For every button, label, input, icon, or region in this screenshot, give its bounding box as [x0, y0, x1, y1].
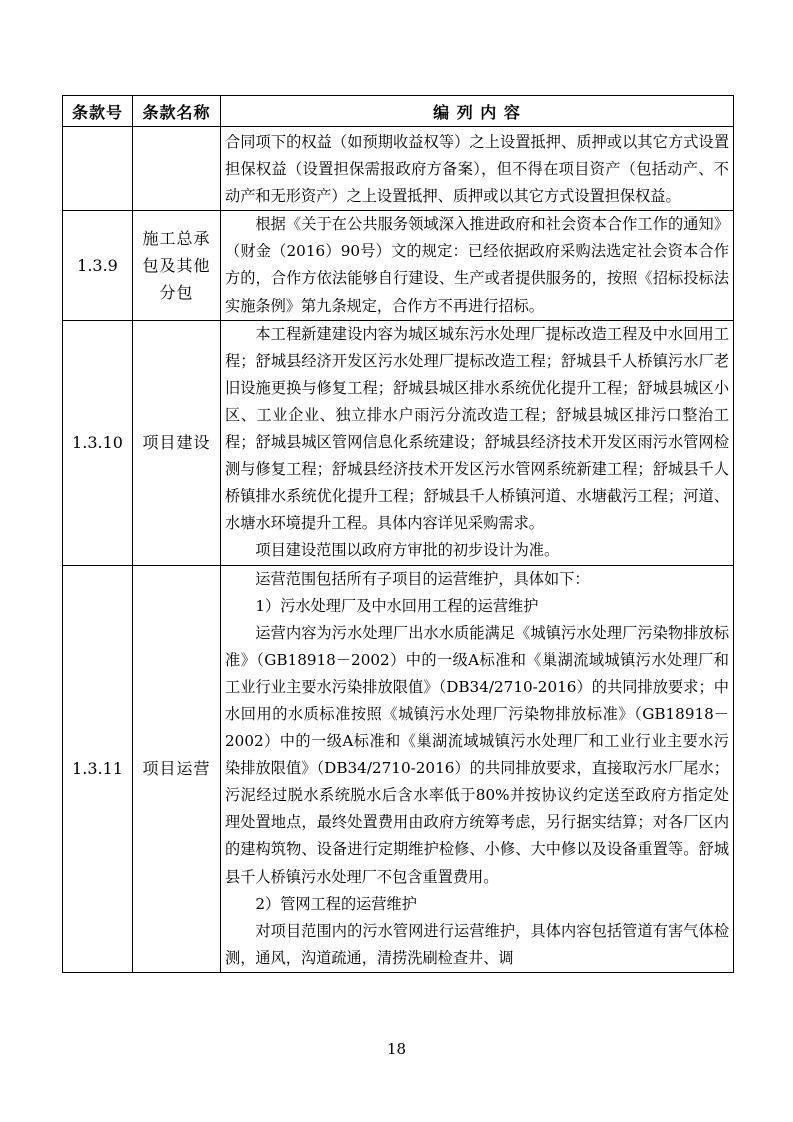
clause-name: 施工总承包及其他分包: [133, 211, 221, 320]
table-body: [63, 127, 734, 973]
clause-number: 1.3.10: [63, 320, 133, 565]
table-row: [63, 565, 734, 972]
clause-number: 1.3.11: [63, 565, 133, 972]
header-content: 编 列 内 容: [221, 96, 734, 127]
content-paragraph: 合同项下的权益（如预期收益权等）之上设置抵押、质押或以其它方式设置担保权益（设置担保需报政府方备案），但不得在项目资产（包括动产、不动产和无形资产）之上设置抵押、质押或以其它方式设置担保权益。: [225, 133, 729, 206]
header-clause-name: 条款名称: [133, 96, 221, 127]
clause-name: 项目运营: [133, 565, 221, 972]
clause-number: 1.3.9: [63, 211, 133, 320]
content-paragraph: 运营范围包括所有子项目的运营维护，具体如下：: [255, 569, 590, 588]
clause-content: [221, 127, 734, 211]
page-number: 18: [386, 1040, 407, 1058]
clause-content: [221, 320, 734, 565]
table-header-row: [63, 96, 734, 127]
content-paragraph: 1）污水处理厂及中水回用工程的运营维护: [255, 596, 539, 615]
content-paragraph: 2）管网工程的运营维护: [255, 894, 417, 913]
clause-table: [62, 95, 734, 973]
table-row: [63, 211, 734, 320]
content-paragraph: 根据《关于在公共服务领域深入推进政府和社会资本合作工作的通知》（财金（2016）90号）文的规定：已经依据政府采购法选定社会资本合作方的，合作方依法能够自行建设、生产或者提供服务的，按照《招标投标法实施条例》第九条规定，合作方不再进行招标。: [225, 215, 729, 315]
table-row: [63, 127, 734, 211]
content-paragraph: 项目建设范围以政府方审批的初步设计为准。: [255, 541, 560, 560]
clause-name: [133, 127, 221, 211]
table-row: [63, 320, 734, 565]
header-clause-number: 条款号: [63, 96, 133, 127]
clause-content: [221, 565, 734, 972]
content-paragraph: 运营内容为污水处理厂出水水质能满足《城镇污水处理厂污染物排放标准》（GB18918－2002）中的一级A标准和《巢湖流域城镇污水处理厂和工业行业主要水污染排放限值》（DB34/2710-2016）的共同排放要求；中水回用的水质标准按照《城镇污水处理厂污染物排放标准》（GB18918－2002）中的一级A标准和《巢湖流域城镇污水处理厂和工业行业主要水污染排放限值》（DB34/2710-2016）的共同排放要求，直接取污水厂尾水；污泥经过脱水系统脱水后含水率低于80%并按协议约定送至政府方指定处理处置地点，最终处置费用由政府方统筹考虑，另行据实结算；对各厂区内的建构筑物、设备进行定期维护检修、小修、大中修以及设备重置等。舒城县千人桥镇污水处理厂不包含重置费用。: [225, 623, 729, 886]
clause-name: 项目建设: [133, 320, 221, 565]
content-paragraph: 对项目范围内的污水管网进行运营维护，具体内容包括管道有害气体检测，通风，沟道疏通，清捞洗刷检查井、调: [225, 921, 729, 967]
clause-number: [63, 127, 133, 211]
clause-content: [221, 211, 734, 320]
content-paragraph: 本工程新建建设内容为城区城东污水处理厂提标改造工程及中水回用工程；舒城县经济开发区污水处理厂提标改造工程；舒城县千人桥镇污水厂老旧设施更换与修复工程；舒城县城区排水系统优化提升工程；舒城县城区小区、工业企业、独立排水户雨污分流改造工程；舒城县城区排污口整治工程；舒城县城区管网信息化系统建设；舒城县经济技术开发区雨污水管网检测与修复工程；舒城县经济技术开发区污水管网系统新建工程；舒城县千人桥镇排水系统优化提升工程；舒城县千人桥镇河道、水塘截污工程；河道、水塘水环境提升工程。具体内容详见采购需求。: [225, 324, 729, 533]
